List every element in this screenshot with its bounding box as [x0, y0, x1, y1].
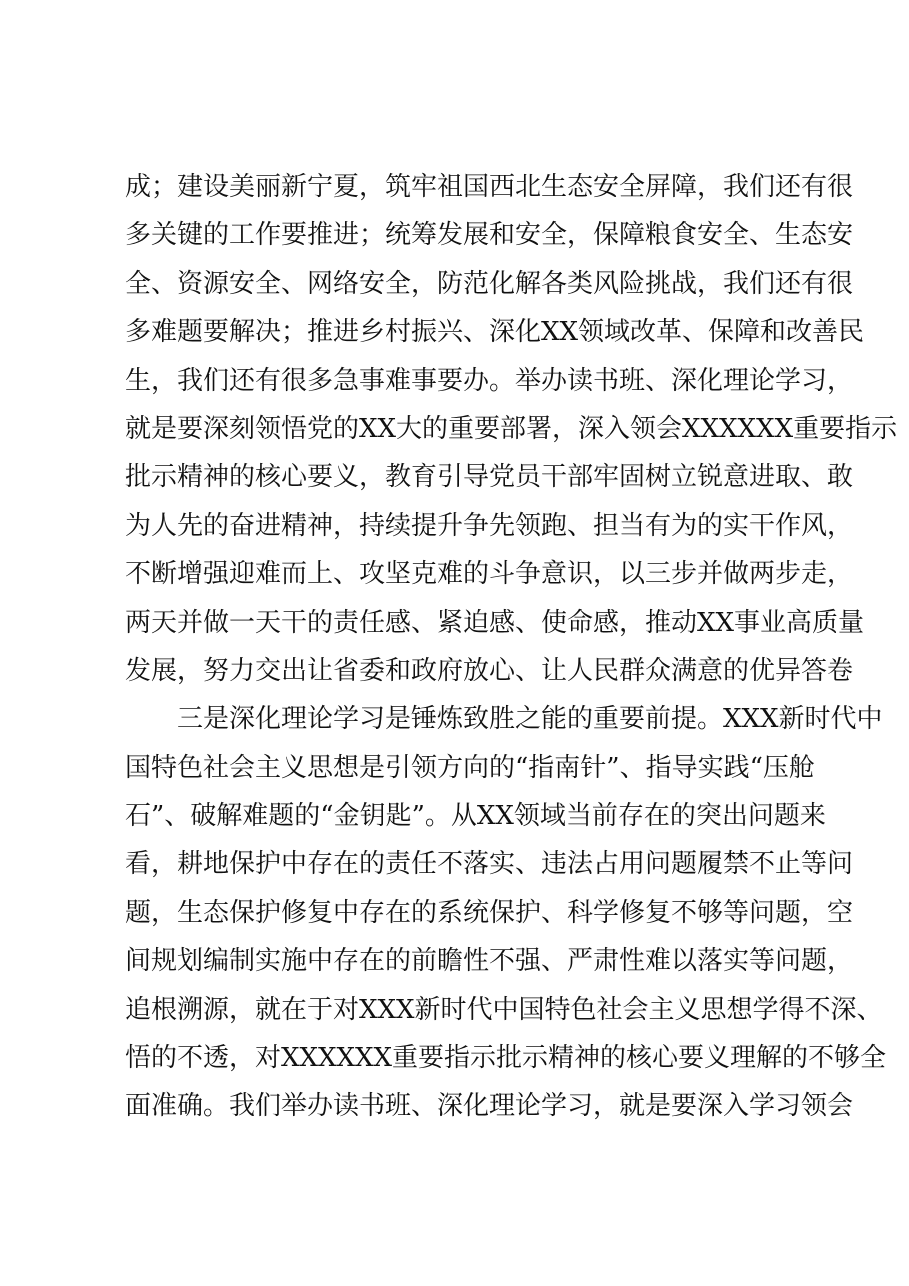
- text-line: 多关键的工作要推进；统筹发展和安全，保障粮食安全、生态安: [125, 220, 854, 251]
- text-line: 发展，努力交出让省委和政府放心、让人民群众满意的优异答卷: [125, 655, 854, 686]
- text-line: 不断增强迎难而上、攻坚克难的斗争意识，以三步并做两步走，: [125, 559, 854, 590]
- text-line: 悟的不透，对XXXXXX重要指示批示精神的核心要义理解的不够全: [125, 1043, 887, 1074]
- body-text: [125, 163, 898, 1131]
- text-line: 看，耕地保护中存在的责任不落实、违法占用问题履禁不止等问: [125, 849, 854, 880]
- text-line: 题，生态保护修复中存在的系统保护、科学修复不够等问题，空: [125, 897, 854, 928]
- text-line: 追根溯源，就在于对XXX新时代中国特色社会主义思想学得不深、: [125, 994, 883, 1025]
- text-line: 两天并做一天干的责任感、紧迫感、使命感，推动XX事业高质量: [125, 607, 865, 638]
- text-line: 为人先的奋进精神，持续提升争先领跑、担当有为的实干作风，: [125, 510, 854, 541]
- text-line: 批示精神的核心要义，教育引导党员干部牢固树立锐意进取、敢: [125, 462, 854, 493]
- text-line: 全、资源安全、网络安全，防范化解各类风险挑战，我们还有很: [125, 268, 854, 299]
- text-line: 石”、破解难题的“金钥匙”。从XX领域当前存在的突出问题来: [125, 801, 826, 832]
- text-line: 间规划编制实施中存在的前瞻性不强、严肃性难以落实等问题，: [125, 946, 854, 977]
- text-line: 就是要深刻领悟党的XX大的重要部署，深入领会XXXXXX重要指示: [125, 413, 898, 444]
- text-line: 国特色社会主义思想是引领方向的“指南针”、指导实践“压舱: [125, 752, 815, 783]
- text-line: 面准确。我们举办读书班、深化理论学习，就是要深入学习领会: [125, 1091, 854, 1122]
- paragraph-2: [125, 695, 887, 1131]
- paragraph-1: [125, 163, 898, 695]
- text-line: 生，我们还有很多急事难事要办。举办读书班、深化理论学习，: [125, 365, 854, 396]
- text-line: 多难题要解决；推进乡村振兴、深化XX领域改革、保障和改善民: [125, 317, 865, 348]
- text-line: 成；建设美丽新宁夏，筑牢祖国西北生态安全屏障，我们还有很: [125, 172, 854, 202]
- text-line: 三是深化理论学习是锤炼致胜之能的重要前提。XXX新时代中: [177, 704, 883, 735]
